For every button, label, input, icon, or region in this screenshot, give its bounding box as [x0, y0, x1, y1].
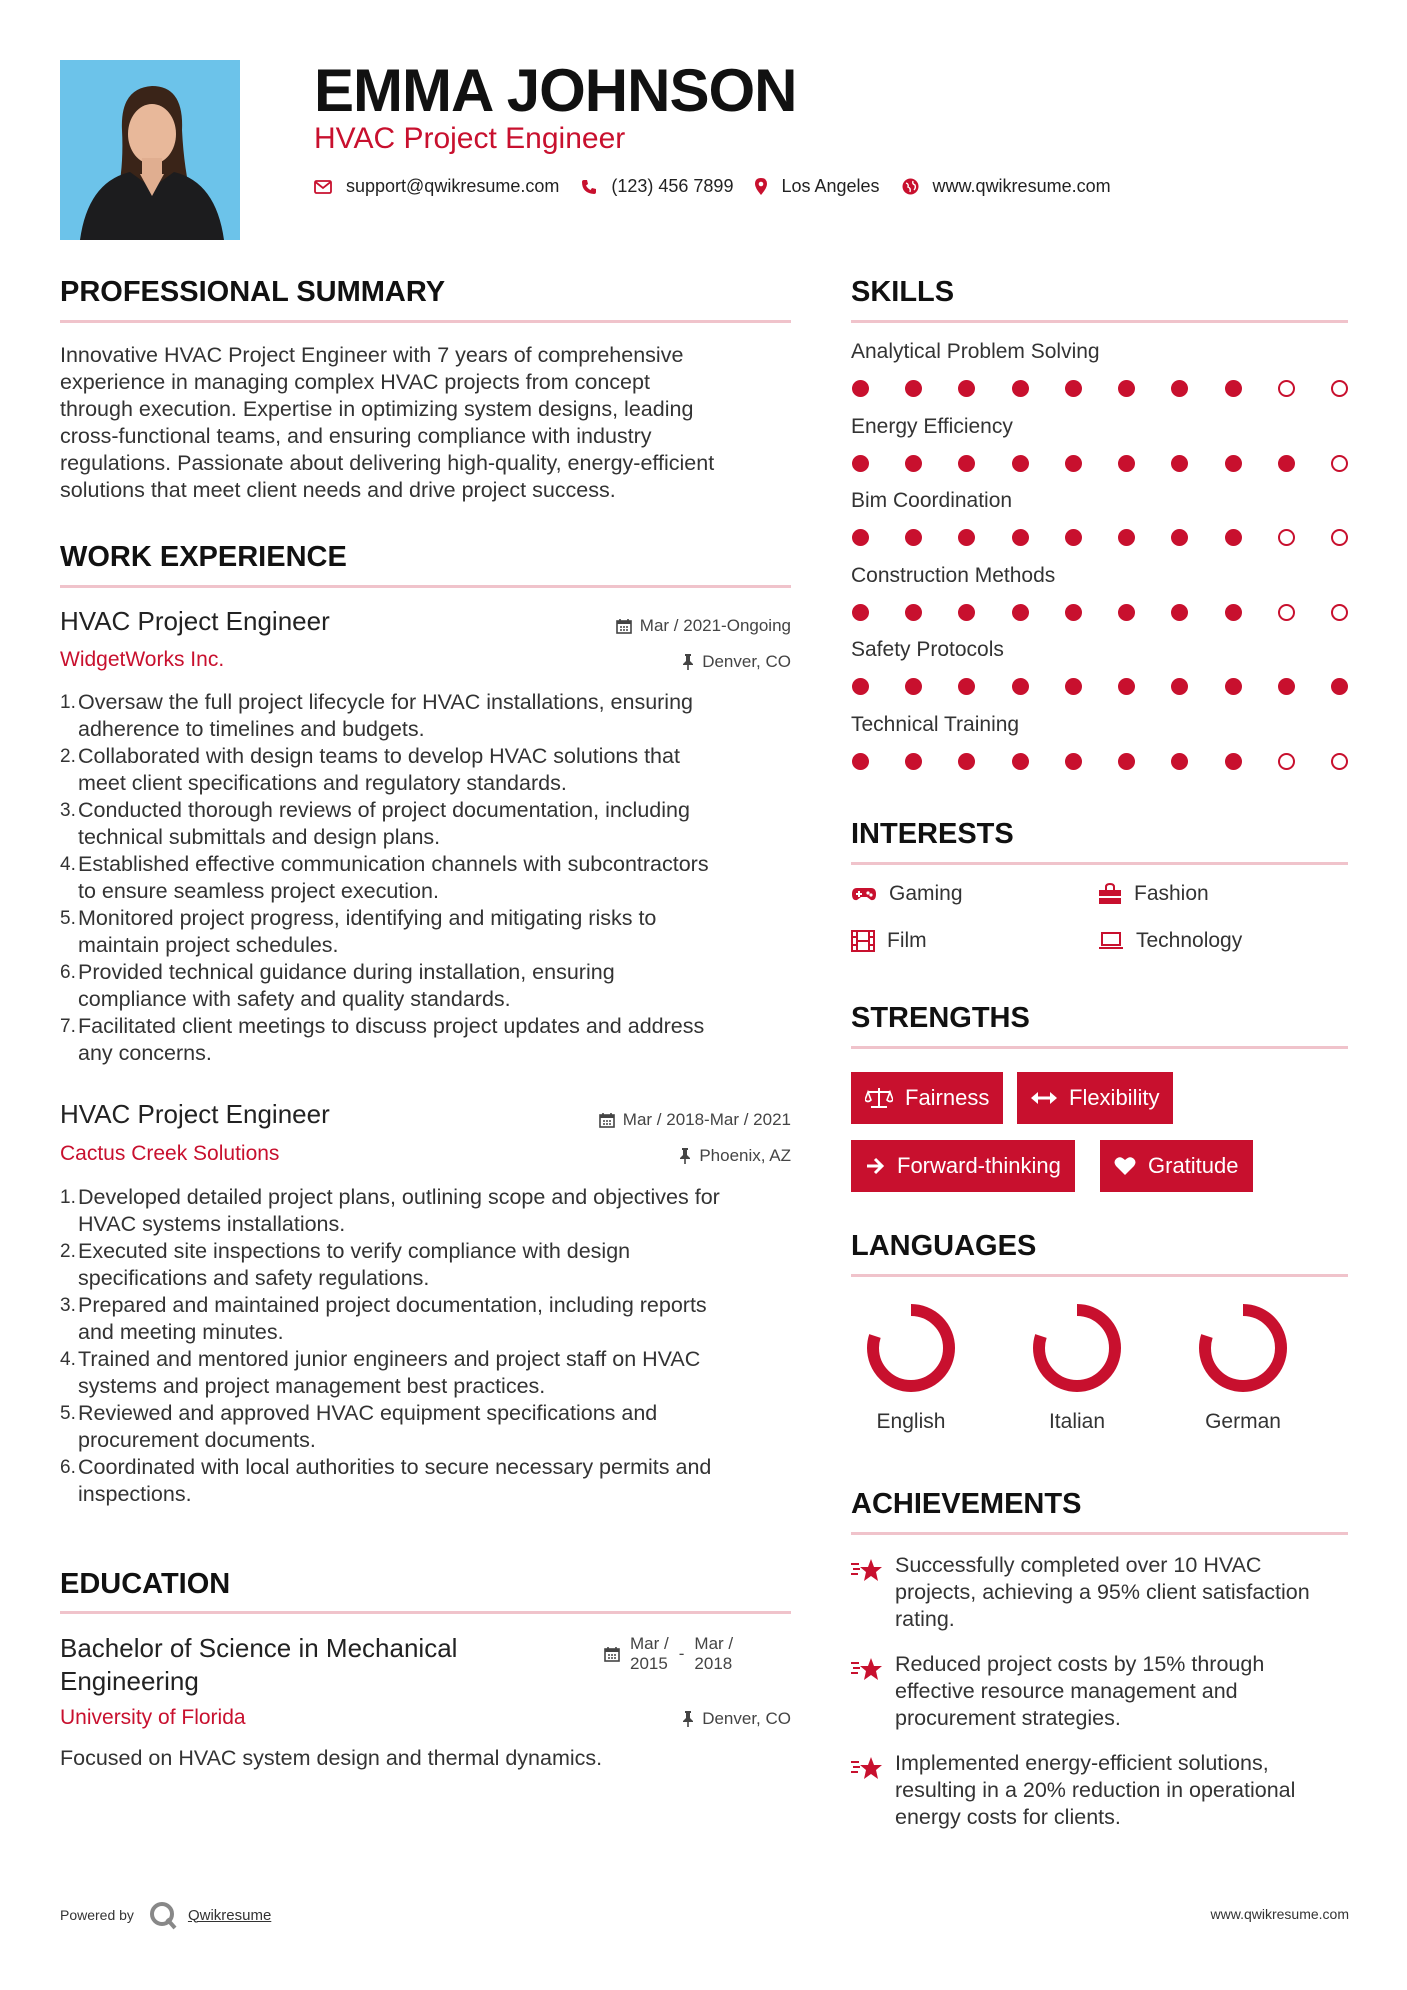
shopping-bag-icon [1098, 883, 1122, 905]
summary-line: through execution. Expertise in optimizing system designs, leading [60, 397, 694, 421]
language-level-arc [1039, 1310, 1115, 1386]
rating-dot-filled [1065, 529, 1082, 546]
rating-dot-filled [905, 604, 922, 621]
job-responsibilities [60, 689, 800, 1067]
rating-dot-filled [1225, 455, 1242, 472]
strength-label: Forward-thinking [897, 1153, 1061, 1178]
calendar-icon [616, 618, 632, 634]
list-item: 7. Facilitated client meetings to discuss project updates and address any concerns. [60, 1014, 705, 1065]
list-line: Provided technical guidance during installation, ensuring [78, 960, 615, 984]
language-level-ring [1195, 1300, 1291, 1396]
rating-dot-filled [1012, 380, 1029, 397]
education-divider [60, 1611, 791, 1614]
footer-url[interactable]: www.qwikresume.com [1210, 1906, 1349, 1922]
job-date [616, 616, 791, 636]
strengths-divider [851, 1046, 1348, 1049]
rating-dot-filled [1331, 678, 1348, 695]
job-date-text: Mar / 2021-Ongoing [639, 616, 791, 635]
rating-dot-filled [1118, 455, 1135, 472]
rating-dot-filled [852, 455, 869, 472]
skill-rating [852, 753, 1348, 770]
list-line: Conducted thorough reviews of project documentation, including [78, 798, 690, 822]
rating-dot-filled [958, 529, 975, 546]
job-date-text: Mar / 2018-Mar / 2021 [622, 1110, 791, 1129]
rating-dot-filled [1171, 678, 1188, 695]
summary-text [60, 342, 820, 504]
list-line: Established effective communication channels with subcontractors [78, 852, 709, 876]
rating-dot-filled [1278, 455, 1295, 472]
language-name: German [1205, 1410, 1281, 1433]
globe-icon [902, 178, 919, 195]
education-heading: EDUCATION [60, 1568, 231, 1600]
language-level-arc [1205, 1310, 1281, 1386]
rating-dot-filled [905, 753, 922, 770]
list-line: compliance with safety and quality standards. [78, 987, 511, 1011]
achievements-divider [851, 1532, 1348, 1535]
rating-dot-filled [1065, 678, 1082, 695]
skill-name: Analytical Problem Solving [851, 340, 1100, 363]
list-item: 6. Provided technical guidance during installation, ensuring compliance with safety and quality standards. [60, 960, 615, 1011]
brand-link[interactable]: Qwikresume [187, 1906, 272, 1924]
rating-dot-filled [1012, 604, 1029, 621]
calendar-icon [599, 1112, 615, 1128]
strength-label: Flexibility [1069, 1085, 1160, 1110]
language-item [1017, 1300, 1137, 1434]
rating-dot-filled [958, 455, 975, 472]
rating-dot-filled [958, 678, 975, 695]
skill-rating [852, 455, 1348, 472]
skills-heading: SKILLS [851, 276, 955, 308]
rating-dot-filled [1065, 380, 1082, 397]
achievement-line: Reduced project costs by 15% through [895, 1652, 1265, 1676]
language-name: English [876, 1410, 946, 1433]
achievement-item [851, 1552, 1351, 1633]
pin-icon [682, 1711, 694, 1727]
skill-name: Bim Coordination [851, 489, 1013, 512]
education-description: Focused on HVAC system design and thermal dynamics. [60, 1746, 603, 1770]
interest-film [851, 929, 927, 953]
summary-line: Innovative HVAC Project Engineer with 7 years of comprehensive [60, 343, 684, 367]
language-level-arc [873, 1310, 949, 1386]
school-name: University of Florida [60, 1706, 246, 1729]
rating-dot-filled [958, 380, 975, 397]
arrow-right-icon [865, 1156, 885, 1176]
summary-line: cross-functional teams, and ensuring compliance with industry [60, 424, 652, 448]
qwikresume-logo-icon [148, 1900, 178, 1930]
rating-dot-filled [1118, 380, 1135, 397]
list-line: Reviewed and approved HVAC equipment specifications and [78, 1401, 658, 1425]
date-start-month: Mar / [630, 1634, 669, 1653]
achievement-line: energy costs for clients. [895, 1805, 1121, 1829]
language-item [1183, 1300, 1303, 1434]
phone-icon [581, 179, 597, 195]
strength-label: Fairness [905, 1085, 990, 1110]
date-separator: - [678, 1644, 685, 1663]
date-end-year: 2018 [694, 1654, 733, 1673]
rating-dot-filled [1065, 604, 1082, 621]
rating-dot-empty [1278, 380, 1295, 397]
rating-dot-filled [1225, 678, 1242, 695]
list-line: systems and project management best practices. [78, 1374, 546, 1398]
list-line: Developed detailed project plans, outlining scope and objectives for [78, 1185, 720, 1209]
rating-dot-filled [1225, 753, 1242, 770]
achievements-heading: ACHIEVEMENTS [851, 1488, 1082, 1520]
summary-line: experience in managing complex HVAC projects from concept [60, 370, 650, 394]
list-line: Trained and mentored junior engineers and project staff on HVAC [78, 1347, 701, 1371]
list-line: and meeting minutes. [78, 1320, 284, 1344]
language-level-ring [1029, 1300, 1125, 1396]
achievement-line: Successfully completed over 10 HVAC [895, 1553, 1262, 1577]
skill-name: Safety Protocols [851, 638, 1004, 661]
contact-website[interactable] [902, 176, 1111, 197]
rating-dot-filled [1171, 380, 1188, 397]
laptop-icon [1098, 932, 1124, 950]
interests-heading: INTERESTS [851, 818, 1014, 850]
job-location-text: Denver, CO [702, 652, 791, 671]
summary-heading: PROFESSIONAL SUMMARY [60, 276, 446, 308]
date-start [630, 1634, 669, 1674]
list-line: technical submittals and design plans. [78, 825, 441, 849]
skill-rating [852, 604, 1348, 621]
job-location [679, 1146, 791, 1166]
list-line: Oversaw the full project lifecycle for HVAC installations, ensuring [78, 690, 693, 714]
phone-text: (123) 456 7899 [611, 176, 734, 196]
rating-dot-filled [905, 678, 922, 695]
strength-badge-forward-thinking [851, 1140, 1075, 1192]
list-line: HVAC systems installations. [78, 1212, 346, 1236]
job-date [599, 1110, 791, 1130]
rating-dot-filled [852, 380, 869, 397]
achievement-line: Implemented energy-efficient solutions, [895, 1751, 1269, 1775]
rating-dot-empty [1278, 604, 1295, 621]
job-location [682, 652, 791, 672]
rating-dot-filled [852, 604, 869, 621]
rating-dot-filled [1065, 455, 1082, 472]
list-line: specifications and safety regulations. [78, 1266, 430, 1290]
job-title: HVAC Project Engineer [60, 606, 330, 636]
list-item: 2. Executed site inspections to verify compliance with design specifications and safety regulations. [60, 1239, 631, 1290]
summary-divider [60, 320, 791, 323]
contact-location [755, 176, 879, 197]
rating-dot-empty [1331, 753, 1348, 770]
pin-icon [679, 1148, 691, 1164]
language-level-ring [863, 1300, 959, 1396]
education-location [682, 1709, 791, 1729]
strength-label: Gratitude [1148, 1153, 1239, 1178]
star-icon [851, 1558, 883, 1584]
rating-dot-empty [1278, 529, 1295, 546]
skill-rating [852, 529, 1348, 546]
languages-heading: LANGUAGES [851, 1230, 1037, 1262]
skills-divider [851, 320, 1348, 323]
rating-dot-filled [958, 753, 975, 770]
strength-badge-fairness [851, 1072, 1003, 1124]
rating-dot-empty [1331, 604, 1348, 621]
education-date [604, 1634, 733, 1674]
rating-dot-filled [1171, 455, 1188, 472]
interest-label: Film [887, 929, 927, 952]
email-text: support@qwikresume.com [346, 176, 560, 196]
list-item: 1. Developed detailed project plans, outlining scope and objectives for HVAC systems installations. [60, 1185, 720, 1236]
balance-scale-icon [865, 1087, 893, 1109]
gamepad-icon [851, 886, 877, 902]
rating-dot-filled [1278, 678, 1295, 695]
contact-bar [314, 176, 1133, 197]
film-icon [851, 930, 875, 952]
list-item: 5. Reviewed and approved HVAC equipment specifications and procurement documents. [60, 1401, 658, 1452]
interest-label: Technology [1136, 929, 1243, 952]
achievement-line: projects, achieving a 95% client satisfaction [895, 1580, 1310, 1604]
list-line: to ensure seamless project execution. [78, 879, 439, 903]
strength-badge-gratitude [1100, 1140, 1253, 1192]
list-line: Collaborated with design teams to develop HVAC solutions that [78, 744, 680, 768]
summary-line: regulations. Passionate about delivering high-quality, energy-efficient [60, 451, 715, 475]
interest-label: Gaming [889, 882, 963, 905]
skill-name: Energy Efficiency [851, 414, 1013, 438]
candidate-title: HVAC Project Engineer [314, 122, 626, 155]
skill-rating [852, 380, 1348, 397]
star-icon [851, 1756, 883, 1782]
rating-dot-filled [905, 455, 922, 472]
job-company: WidgetWorks Inc. [60, 648, 225, 671]
rating-dot-empty [1331, 380, 1348, 397]
interest-fashion [1098, 882, 1209, 906]
achievement-item [851, 1750, 1351, 1831]
pin-icon [682, 654, 694, 670]
work-divider [60, 585, 791, 588]
heart-icon [1114, 1156, 1136, 1176]
rating-dot-filled [1065, 753, 1082, 770]
list-line: Monitored project progress, identifying and mitigating risks to [78, 906, 657, 930]
skill-name: Construction Methods [851, 563, 1056, 587]
achievement-line: effective resource management and [895, 1679, 1238, 1703]
skill-rating [852, 678, 1348, 695]
interests-divider [851, 862, 1348, 865]
achievement-line: resulting in a 20% reduction in operational [895, 1778, 1296, 1802]
powered-by-text: Powered by [60, 1907, 134, 1923]
skill-name: Technical Training [851, 712, 1020, 736]
degree-line: Bachelor of Science in Mechanical [60, 1633, 458, 1663]
rating-dot-filled [1118, 529, 1135, 546]
date-end-month: Mar / [694, 1634, 734, 1653]
degree-line: Engineering [60, 1666, 199, 1696]
strengths-heading: STRENGTHS [851, 1002, 1030, 1034]
profile-photo [60, 60, 240, 240]
list-line: adherence to timelines and budgets. [78, 717, 425, 741]
list-item: 6. Coordinated with local authorities to secure necessary permits and inspections. [60, 1455, 712, 1506]
achievement-line: procurement strategies. [895, 1706, 1121, 1730]
list-line: maintain project schedules. [78, 933, 339, 957]
list-item: 5. Monitored project progress, identifying and mitigating risks to maintain project schedules. [60, 906, 657, 957]
rating-dot-filled [1171, 529, 1188, 546]
envelope-icon [314, 180, 332, 194]
job-company: Cactus Creek Solutions [60, 1142, 280, 1165]
location-text: Los Angeles [781, 176, 880, 196]
rating-dot-filled [852, 753, 869, 770]
candidate-name: EMMA JOHNSON [314, 57, 797, 124]
list-line: meet client specifications and regulatory standards. [78, 771, 567, 795]
interest-gaming [851, 882, 963, 906]
rating-dot-filled [1171, 604, 1188, 621]
list-line: Prepared and maintained project documentation, including reports [78, 1293, 707, 1317]
language-name: Italian [1048, 1410, 1106, 1433]
achievement-item [851, 1651, 1351, 1732]
date-end [694, 1634, 733, 1674]
list-item: 1. Oversaw the full project lifecycle for HVAC installations, ensuring adherence to timelines and budgets. [60, 690, 693, 741]
rating-dot-filled [958, 604, 975, 621]
rating-dot-filled [1012, 455, 1029, 472]
date-start-year: 2015 [630, 1654, 668, 1673]
degree-title [60, 1632, 457, 1698]
rating-dot-filled [852, 678, 869, 695]
job-location-text: Phoenix, AZ [699, 1146, 791, 1165]
list-line: Coordinated with local authorities to secure necessary permits and [78, 1455, 712, 1479]
rating-dot-filled [1012, 529, 1029, 546]
list-item: 3. Conducted thorough reviews of project documentation, including technical submittals and design plans. [60, 798, 690, 849]
job-responsibilities [60, 1184, 800, 1508]
website-text: www.qwikresume.com [932, 176, 1111, 196]
summary-line: solutions that meet client needs and drive project success. [60, 478, 616, 502]
work-heading: WORK EXPERIENCE [60, 541, 347, 573]
rating-dot-filled [1118, 753, 1135, 770]
strength-badge-flexibility [1017, 1072, 1173, 1124]
rating-dot-filled [1118, 604, 1135, 621]
arrows-horizontal-icon [1031, 1091, 1057, 1105]
calendar-icon [604, 1646, 620, 1662]
list-item: 4. Trained and mentored junior engineers and project staff on HVAC systems and project management best practices. [60, 1347, 701, 1398]
list-line: Executed site inspections to verify compliance with design [78, 1239, 631, 1263]
rating-dot-filled [1118, 678, 1135, 695]
map-marker-icon [755, 178, 767, 195]
language-item [851, 1300, 971, 1434]
rating-dot-filled [852, 529, 869, 546]
education-location-text: Denver, CO [702, 1709, 791, 1728]
list-line: procurement documents. [78, 1428, 316, 1452]
rating-dot-empty [1331, 529, 1348, 546]
rating-dot-filled [1225, 380, 1242, 397]
list-item: 2. Collaborated with design teams to develop HVAC solutions that meet client specifications and regulatory standards. [60, 744, 680, 795]
list-line: any concerns. [78, 1041, 212, 1065]
star-icon [851, 1657, 883, 1683]
rating-dot-empty [1331, 455, 1348, 472]
languages-divider [851, 1274, 1348, 1277]
footer-powered-by [60, 1900, 271, 1930]
rating-dot-filled [1225, 604, 1242, 621]
interest-technology [1098, 929, 1242, 953]
list-item: 4. Established effective communication channels with subcontractors to ensure seamless project execution. [60, 852, 709, 903]
rating-dot-filled [905, 529, 922, 546]
rating-dot-empty [1278, 753, 1295, 770]
rating-dot-filled [905, 380, 922, 397]
rating-dot-filled [1225, 529, 1242, 546]
list-line: Facilitated client meetings to discuss project updates and address [78, 1014, 705, 1038]
list-item: 3. Prepared and maintained project documentation, including reports and meeting minutes. [60, 1293, 707, 1344]
rating-dot-filled [1171, 753, 1188, 770]
rating-dot-filled [1012, 678, 1029, 695]
achievement-line: rating. [895, 1607, 955, 1631]
contact-email[interactable] [314, 176, 559, 197]
job-title: HVAC Project Engineer [60, 1099, 330, 1129]
contact-phone[interactable] [581, 176, 733, 197]
interest-label: Fashion [1134, 882, 1209, 905]
rating-dot-filled [1012, 753, 1029, 770]
list-line: inspections. [78, 1482, 192, 1506]
